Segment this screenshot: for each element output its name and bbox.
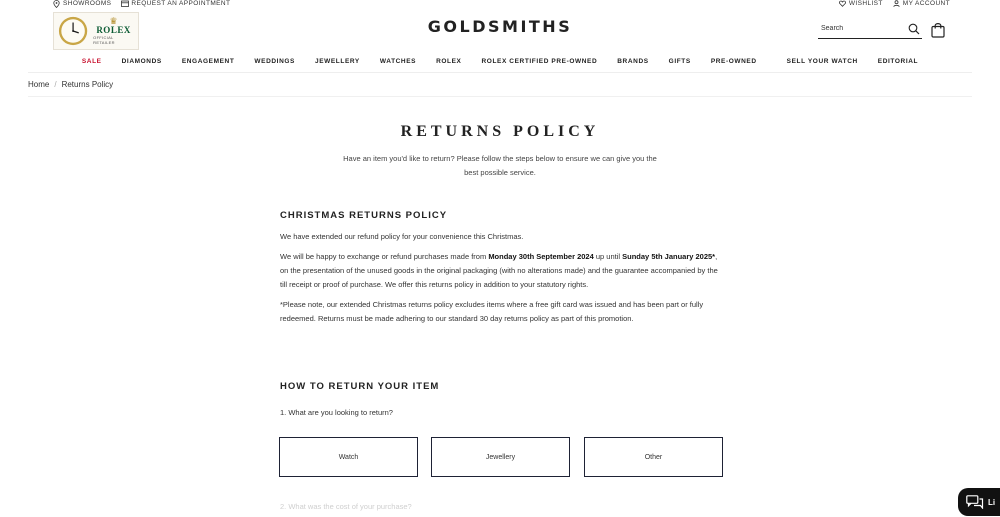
wishlist-link[interactable]	[839, 0, 883, 7]
nav-gifts[interactable]: GIFTS	[668, 58, 691, 65]
breadcrumb-separator: /	[54, 80, 57, 89]
nav-divider	[28, 72, 972, 73]
nav-watches[interactable]: WATCHES	[379, 58, 417, 65]
nav-weddings[interactable]: WEDDINGS	[254, 58, 295, 65]
user-icon	[893, 0, 900, 7]
showrooms-link[interactable]	[53, 0, 111, 7]
nav-engagement[interactable]: ENGAGEMENT	[181, 58, 235, 65]
how-to-return-heading: HOW TO RETURN YOUR ITEM	[280, 381, 440, 392]
top-left-links	[53, 0, 230, 7]
christmas-p2-text-a: We will be happy to exchange or refund purchases made from	[280, 252, 489, 261]
top-right-links	[839, 0, 950, 7]
shopping-bag-icon[interactable]	[931, 22, 945, 38]
search-box	[818, 19, 922, 39]
return-question-2: 2. What was the cost of your purchase?	[280, 502, 412, 511]
christmas-paragraph-2	[280, 250, 725, 292]
christmas-p2-text-c: , on the presentation of the unused goods in the original packaging (with no alterations made) and the guarantee accompanied by the till receipt or proof of purchase. We offer this returns policy in addition to your statutory rights.	[280, 252, 718, 289]
top-utility-bar	[0, 0, 1000, 10]
rolex-crown-icon: ♛	[109, 16, 118, 26]
chat-label: Li	[988, 497, 996, 507]
account-link[interactable]	[893, 0, 950, 7]
chat-icon	[966, 495, 984, 509]
live-chat-button[interactable]	[958, 488, 1000, 516]
christmas-p2-text-b: up until	[593, 252, 623, 261]
breadcrumb	[28, 80, 113, 89]
heart-icon	[839, 0, 846, 7]
wishlist-label: WISHLIST	[848, 0, 883, 7]
breadcrumb-home[interactable]: Home	[28, 80, 50, 89]
account-label: MY ACCOUNT	[902, 0, 950, 7]
nav-rolex-certified-pre-owned[interactable]: ROLEX CERTIFIED PRE-OWNED	[481, 58, 598, 65]
search-icon[interactable]	[908, 23, 920, 35]
christmas-end-date: Sunday 5th January 2025*	[622, 252, 716, 261]
site-logo[interactable]: GOLDSMITHS	[427, 17, 573, 36]
christmas-paragraph-1: We have extended our refund policy for your convenience this Christmas.	[280, 232, 524, 241]
nav-jewellery[interactable]: JEWELLERY	[314, 58, 360, 65]
return-question-1: 1. What are you looking to return?	[280, 408, 393, 417]
breadcrumb-current: Returns Policy	[61, 80, 114, 89]
christmas-returns-section	[280, 210, 725, 332]
nav-rolex[interactable]: ROLEX	[436, 58, 462, 65]
appointment-link[interactable]	[121, 0, 230, 7]
showrooms-label: SHOWROOMS	[63, 0, 112, 7]
rolex-brand-label: ROLEX	[96, 25, 131, 35]
option-watch-button[interactable]: Watch	[279, 437, 418, 477]
nav-sale[interactable]: SALE	[81, 58, 102, 65]
nav-sell-your-watch[interactable]: SELL YOUR WATCH	[786, 58, 858, 65]
option-other-button[interactable]: Other	[584, 437, 723, 477]
page-intro: Have an item you'd like to return? Please follow the steps below to ensure we can give you the best possible service.	[343, 154, 657, 177]
nav-pre-owned[interactable]: PRE-OWNED	[710, 58, 757, 65]
nav-brands[interactable]: BRANDS	[617, 58, 649, 65]
christmas-paragraph-3: *Please note, our extended Christmas returns policy excludes items where a free gift card was issued and has been part or fully redeemed. Returns must be made adhering to our standard 30 day returns policy as part of this promotion.	[280, 300, 704, 323]
christmas-start-date: Monday 30th September 2024	[488, 252, 594, 261]
location-pin-icon	[53, 0, 60, 7]
nav-diamonds[interactable]: DIAMONDS	[121, 58, 162, 65]
page-title: RETURNS POLICY	[400, 123, 600, 140]
main-navigation	[0, 58, 1000, 65]
rolex-sub-label: OFFICIAL RETAILER	[93, 35, 115, 45]
search-input[interactable]	[818, 25, 898, 32]
nav-editorial[interactable]: EDITORIAL	[877, 58, 919, 65]
breadcrumb-divider	[28, 96, 972, 97]
christmas-heading: CHRISTMAS RETURNS POLICY	[280, 210, 448, 221]
appointment-label: REQUEST AN APPOINTMENT	[131, 0, 231, 7]
nav-spacer	[767, 58, 777, 65]
calendar-icon	[121, 0, 128, 7]
option-jewellery-button[interactable]: Jewellery	[431, 437, 570, 477]
